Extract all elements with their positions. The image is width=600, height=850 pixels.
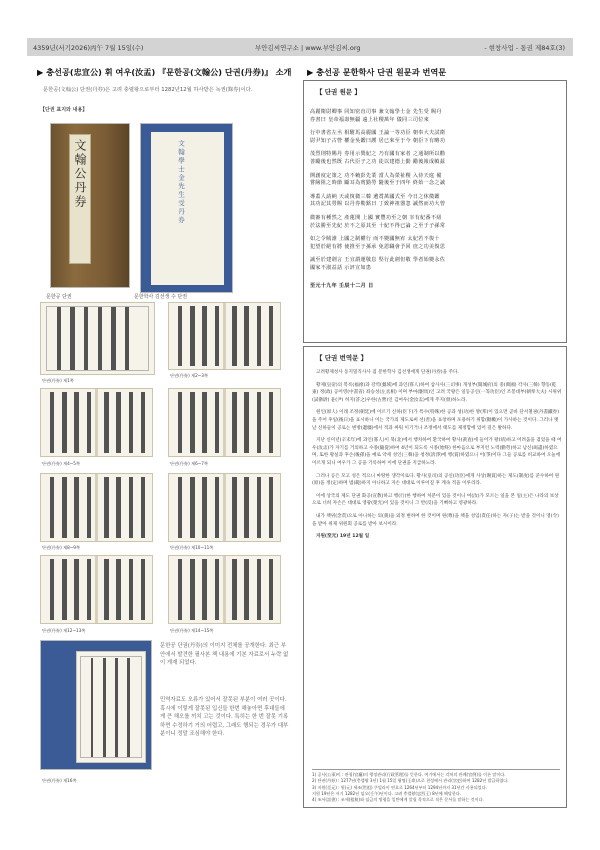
translation-text bbox=[312, 369, 562, 546]
translation-date: 지원(至元) 19년 12월 일 bbox=[316, 534, 370, 540]
side-text-2: 민역자료도 오류가 있어서 잘못된 부분이 여러 곳이다. 혹시에 이렇게 잘못된 입신들 한번 해놓아면 후대들에게 큰 해오를 끼치 고는 것이다. 특히는 한 번 잘못 기록하면 수정하기 거의 어렵고, 그래도 행되는 경우가 대부분이니 정말 조심해야 한다. bbox=[160, 697, 289, 738]
photo-caption-5: 단권(丹券) 제8~9쪽 bbox=[42, 545, 80, 550]
side-text-1: 문한공 단권(丹券)의 이미지 전체를 공개한다. 최근 부안에서 발견한 필사본 책 내용에 기본 자료로서 누락 없이 게재 되었다. bbox=[160, 643, 289, 667]
photo-caption-1: 단권(丹券) 제1쪽 bbox=[42, 378, 74, 383]
page-photo-8 bbox=[168, 555, 281, 624]
cover-title-2: 文翰學士金先生受丹券 bbox=[177, 140, 185, 225]
page-photo-9 bbox=[40, 640, 152, 770]
footnotes: 1) 공사(公事)이 : 관청(官廳)의 행정관리(行政管理)를 뜻한다. 여기에서는 각처의 관례(官例)를 이른 말이다. 2) 단권(丹券) : 1277년(충렬왕 3년) 1월 15일 왕명(王命)으로 천성에서 관리(官吏)하여 1282년 발급하였다. 3) 지원(至元) : 원(元) 세조(世祖) 쿠빌라이 연호로 1264년부터 1294년까지 31년간 사용되었다. 지원 19년은 서기 1282년 임오(壬午)년이다. 고려 충렬왕(忠烈王) 8년에 해당한다. 4) 조서(詔書) : 조세(租稅)와 임금의 명령을 일반에게 알릴 목적으로 적은 문서를 말하는 것이다. bbox=[312, 772, 509, 803]
page-photo-4 bbox=[168, 388, 281, 457]
page-photo-2 bbox=[168, 302, 281, 370]
cover-caption-1: 문한공 단권 bbox=[46, 294, 72, 300]
translation-para: 고려황제성사 동지밀직사사 겸 문한학사 김선생에게 단권(丹券)을 주다. bbox=[316, 370, 459, 375]
translation-para: 원인(原人) 이래 조정(朝廷)에 이르기 신하(臣下)가 특수(特殊)한 공과 성(功)한 방(邦)이 있으면 곧바 단서철권(丹書鐵券)을 주어 후일(後日)을 표시하니 이는 국가의 제도로써 선(善)을 표창하며 포용하기 위함(勸勵)이 가사하는 것이다. 그러나 옛날 신하들이 공로는 변방(邊疆)에서 적과 싸워 이기거나 조정에서 태도를 제정함에 있어 길은 발하다. bbox=[312, 410, 560, 431]
photo-caption-3: 단권(丹券) 제4~5쪽 bbox=[42, 461, 80, 466]
page-photo-3 bbox=[40, 388, 153, 457]
photo-caption-7: 단권(丹券) 제12~13쪽 bbox=[42, 628, 86, 633]
cover-photo-2 bbox=[140, 123, 233, 293]
page-photo-7 bbox=[40, 555, 153, 624]
notes-divider bbox=[312, 769, 560, 770]
translation-para: 지난 신미년(辛未年)에 과인(寡人)이 북(北)에서 행차하여 환국하여 황사(黃査)에 들어가 왕(靖)하고 어려움을 겪었을 때 여우(汝盂)가 자기를 거의하고 수종(隨從)하여 4년이 되도록 시종(始終) 한마음으로 부지런 노력(勤勞)하고 남신(竭盡)하였으며, 또한 왕실과 후손(後孫)을 예로 약세 성인(三韓)을 청정(淸淨)에 행(賞)하였으니 어(爭)이다 그들 공로를 비교하여 오늘에 이르게 되니 여우가 그 공을 기록하여 이에 단권을 지급하노라. bbox=[312, 438, 562, 466]
cover-caption-2: 문한학사 김선생 수 단권 bbox=[134, 294, 188, 300]
photo-caption-9: 단권(丹券) 제16쪽 bbox=[42, 778, 77, 783]
photo-caption-2: 단권(丹券) 제2~3쪽 bbox=[170, 373, 208, 378]
cover-photo-1 bbox=[50, 123, 130, 288]
left-intro: 문한공(文翰公) 단권(丹券)은 고려 충렬왕으로부터 1282년12월 하사받은 녹권(錄券)이다. bbox=[43, 87, 253, 93]
translation-para: 내가 책위(念責)으로 아니하는 의(義)을 외정 변하여 한 것이며 원(尊)을 책을 성임(責任)하는 자(子)는 받을 것이니 영(令)을 받아 위제 위원회 공로를 받아 보시이라. bbox=[312, 513, 559, 527]
translation-label: 【 단권 번역문 】 bbox=[316, 354, 368, 362]
left-section-title: ▶ 충선공(忠宣公) 휘 여우(汝盂) 『문한공(文翰公) 단권(丹券)』 소개 bbox=[37, 67, 292, 77]
right-section-title: ▶ 충선공 문한학사 단권 원문과 번역문 bbox=[307, 67, 447, 77]
cover-title-1: 文翰公丹券 bbox=[73, 139, 87, 209]
page-photo-6 bbox=[168, 473, 281, 542]
original-date: 至元十九年 壬辰十二月 日 bbox=[310, 282, 374, 289]
translation-box bbox=[303, 346, 567, 808]
issue-number: - 현창사업 - 통권 제84호(3) bbox=[484, 44, 565, 52]
translation-para: 황제(皇帝)의 복록(福祿)과 강역(彊域)에 과인(寡人)하여 삼사사(三司事) 개성부(開城府)의 중(萬國) 각사(三韓) 향동(乾東) 정(政) 공어영(中書省) 좌승성(左丞相) 이며 부마(駙馬)인 고려 국왕은 일등공신(一等功臣)인 조봉대부(朝奉大夫) 시위위(試衛尉) 윤(尹) 허지(許之)우한(古營)인 김여우(金汝盂)에게 주지(發)하노라. bbox=[312, 382, 562, 403]
photo-caption-6: 단권(丹券) 제10~11쪽 bbox=[170, 545, 214, 550]
original-text-lines: 高麗衛尉卿事 同知密直司事 兼文翰學士金 先生受 賜丹 券書曰 皇帝福壽無疆 遠上社稷萬年 儀同三司位來 行中書省左丞 相駙馬高麗國 王論一等功臣 朝奉大夫試衛 尉尹知子古營 權金吳鑑曰護 居已來至于今 朝臣下有略功 茂烈則特賜丹 券用示獎紀之 乃有國有家者 之通制所以勸 善勵後也然既 古代臣子之功 徒以建德上勤 勵後報成幀茲 開創度定策之 功不賴彭先業 當人為榮祉稷 入侍天庭 備 嘗險阻之時節 顧耳為賓勤勞 隨後至于四年 終始一念之誠 導蓋人請納 天或復微三韓 遺賞萬國式至 今日之休徵鑑 其功記其勞賜 以丹券勒銘曰 丁致神祖器忽 誠然而功大曾 微審有種然之 產蓮開 上國 實豐功至之朝 宰有紀番不紐 於法勝至先紀 於不之原其至 十紀不得已論 之至于子孫常 如之令賊誰 上國之制權行 而不變國無宥 太紀若不復十 犯望於絕有將 使推至于孫承 免恩職會予回 庶之功美復思 誠至於建劍言 王宜謂運敬息 堅行此劍但敬 學者始變永佐 國家不淑益話 示評宣如患 至元十九年 壬辰十二月 日 bbox=[310, 109, 446, 289]
photo-caption-8: 단권(丹券) 제14~15쪽 bbox=[170, 628, 214, 633]
page-header bbox=[27, 38, 573, 56]
page-photo-1 bbox=[40, 302, 155, 375]
photo-caption-4: 단권(丹券) 제6~7쪽 bbox=[170, 461, 208, 466]
cover-label: 【단권 표지와 내용】 bbox=[40, 107, 88, 113]
publisher-site: 부안김씨연구소 | www.부안김씨.org bbox=[255, 44, 361, 52]
issue-date: 4359년(서기2026)丙午 7월 15일(수) bbox=[33, 44, 144, 52]
original-text-label: 【 단권 원문 】 bbox=[316, 88, 361, 96]
original-text-box bbox=[303, 80, 567, 343]
page-photo-5 bbox=[40, 473, 153, 542]
translation-para: 그러나 공은 모고 성은 적으니 마땅한 생각이로다. 황사(皇司)의 공신(功臣)에게 사상(賜賞)하는 제도(制度)를 준수하여 원(原)을 정(定)하며 범(範)하지 아니하고 자손 대대로 이루어질 후 계속 적을 이루리라. bbox=[312, 473, 560, 487]
translation-para: 이에 상국의 제도 단권 화공(宣敎)하고 행(行)한 행하여 처분이 있을 것이니 여(汝)가 모르는 일을 본 일(主)은 나라의 보상으로 너희 자손은 대대로 영광(榮光)이 있을 것이니 그 반(反)을 기뻐하고 영광하라. bbox=[312, 493, 559, 507]
